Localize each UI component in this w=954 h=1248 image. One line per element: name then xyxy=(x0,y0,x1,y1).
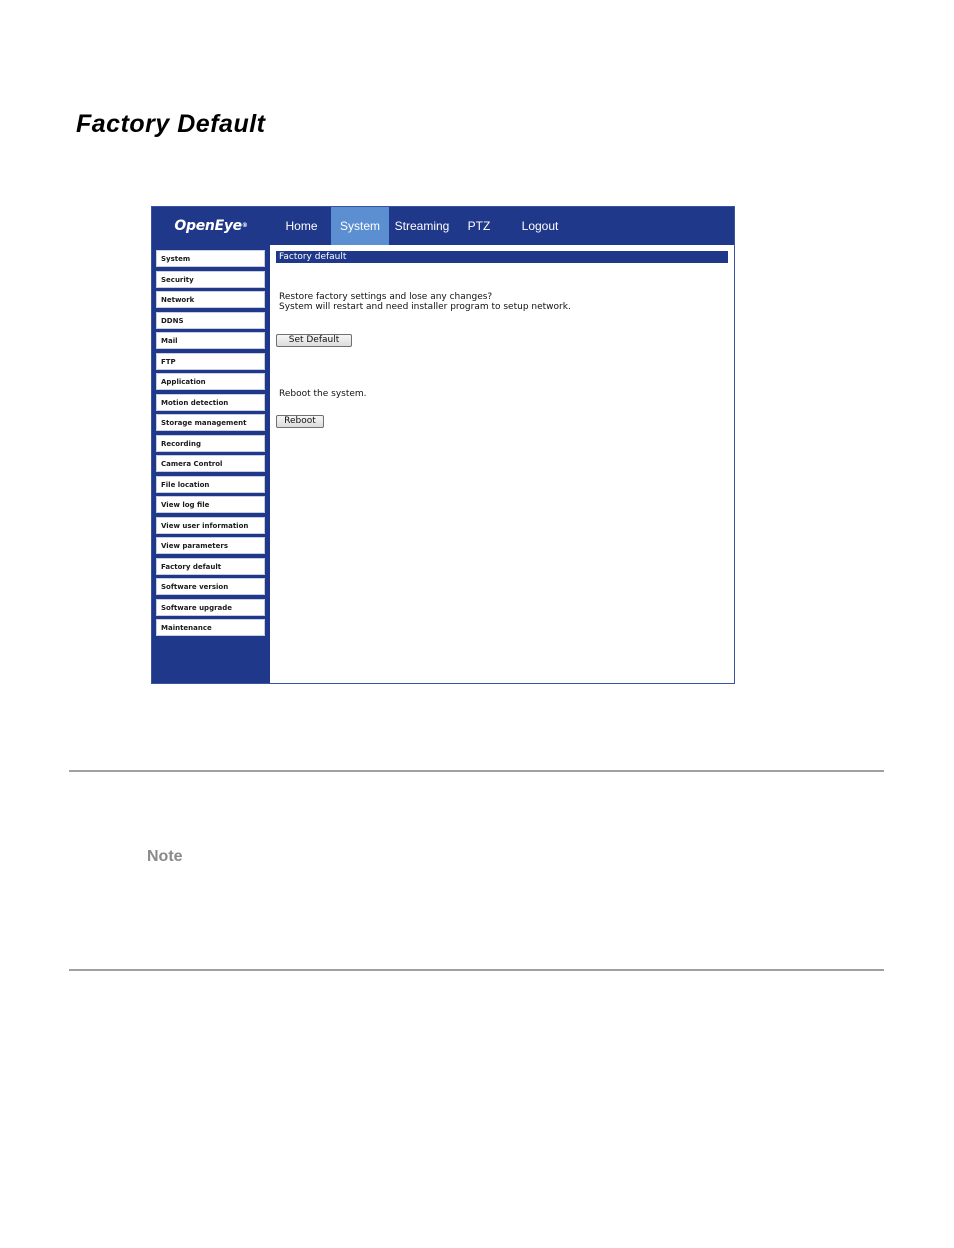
sidebar-item-file-location[interactable]: File location xyxy=(156,476,265,493)
sidebar-item-system[interactable]: System xyxy=(156,250,265,267)
sidebar-item-application[interactable]: Application xyxy=(156,373,265,390)
sidebar-item-motion-detection[interactable]: Motion detection xyxy=(156,394,265,411)
sidebar-item-recording[interactable]: Recording xyxy=(156,435,265,452)
section-header: Factory default xyxy=(276,251,728,263)
note-top-rule xyxy=(69,770,884,772)
logo-registered-mark: ® xyxy=(241,222,248,229)
sidebar-item-maintenance[interactable]: Maintenance xyxy=(156,619,265,636)
restore-prompt-line-1: Restore factory settings and lose any changes? xyxy=(279,292,493,302)
restore-prompt-line-2: System will restart and need installer program to setup network. xyxy=(279,302,571,312)
sidebar-item-view-log-file[interactable]: View log file xyxy=(156,496,265,513)
sidebar xyxy=(152,245,270,683)
sidebar-item-security[interactable]: Security xyxy=(156,271,265,288)
sidebar-item-view-parameters[interactable]: View parameters xyxy=(156,537,265,554)
logo-text: OpenEye xyxy=(174,218,242,234)
main-content xyxy=(270,245,734,683)
top-bar xyxy=(152,207,734,245)
nav-streaming[interactable]: Streaming xyxy=(394,219,450,233)
sidebar-item-network[interactable]: Network xyxy=(156,291,265,308)
nav-logout[interactable]: Logout xyxy=(521,219,559,233)
nav-home[interactable]: Home xyxy=(285,219,318,233)
set-default-button[interactable]: Set Default xyxy=(276,334,352,347)
sidebar-item-view-user-information[interactable]: View user information xyxy=(156,517,265,534)
nav-ptz[interactable]: PTZ xyxy=(467,219,491,233)
reboot-button[interactable]: Reboot xyxy=(276,415,324,428)
sidebar-item-ftp[interactable]: FTP xyxy=(156,353,265,370)
openeye-logo xyxy=(152,207,270,245)
note-label: Note xyxy=(147,848,183,865)
sidebar-item-software-upgrade[interactable]: Software upgrade xyxy=(156,599,265,616)
nav-system[interactable]: System xyxy=(331,207,389,245)
document-title: Factory Default xyxy=(76,110,266,138)
sidebar-item-ddns[interactable]: DDNS xyxy=(156,312,265,329)
sidebar-item-factory-default[interactable]: Factory default xyxy=(156,558,265,575)
reboot-prompt: Reboot the system. xyxy=(279,389,367,399)
sidebar-item-mail[interactable]: Mail xyxy=(156,332,265,349)
ui-screenshot xyxy=(151,206,735,684)
sidebar-item-software-version[interactable]: Software version xyxy=(156,578,265,595)
note-bottom-rule xyxy=(69,969,884,971)
sidebar-item-camera-control[interactable]: Camera Control xyxy=(156,455,265,472)
sidebar-item-storage-management[interactable]: Storage management xyxy=(156,414,265,431)
